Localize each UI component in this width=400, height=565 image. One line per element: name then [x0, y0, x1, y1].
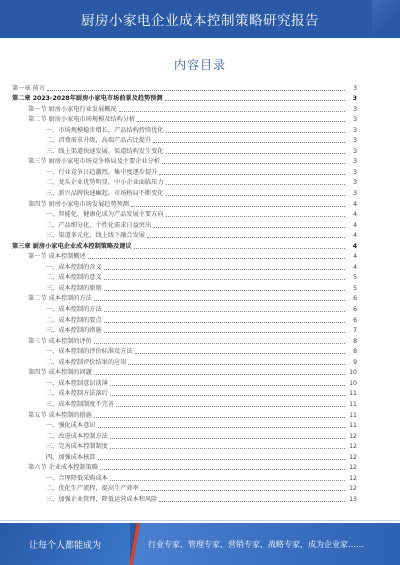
- toc-heading: 内容目录: [173, 58, 226, 72]
- toc-entry[interactable]: [12, 451, 357, 462]
- toc-entry-title: 二、优化生产流程，提高生产效率: [46, 485, 139, 493]
- toc-entry-title: 二、产品细分化、个性化需求日益突出: [46, 221, 152, 229]
- toc-page-number: 3: [353, 190, 357, 198]
- toc-leader-dots: [104, 332, 345, 333]
- toc-page-number: 7: [353, 327, 357, 335]
- toc-leader-dots: [137, 121, 345, 122]
- toc-entry[interactable]: [12, 367, 357, 378]
- toc-leader-dots: [166, 132, 345, 133]
- toc-leader-dots: [141, 490, 345, 491]
- toc-page-number: 6: [353, 306, 357, 314]
- toc-entry-title: 二、成本控制的要点: [46, 316, 102, 324]
- toc-leader-dots: [131, 206, 345, 207]
- toc-leader-dots: [162, 163, 345, 164]
- toc-page-number: 4: [353, 211, 357, 219]
- footer-stripe-decoration: [130, 523, 140, 565]
- toc-entry-title: 第五节 成本控制的措施: [28, 411, 92, 419]
- toc-entry[interactable]: [12, 93, 357, 104]
- toc-page-number: 3: [353, 116, 357, 124]
- toc-entry-title: 四、加强成本核算: [46, 453, 96, 461]
- toc-page-number: 11: [349, 400, 357, 408]
- toc-entry-title: 一、智能化、健康化成为产品发展主要方向: [46, 211, 164, 219]
- footer-slogan-left: 让每个人都能成为: [0, 523, 130, 565]
- toc-entry-title: 一、市场规模稳步增长，产品结构持续优化: [46, 126, 164, 134]
- toc-entry-title: 第一章 前言: [12, 84, 45, 92]
- toc-page-number: 8: [353, 348, 357, 356]
- toc-entry-title: 二、消费需求升级，高端产品占比提升: [46, 137, 152, 145]
- toc-entry-title: 二、成本控制的意义: [46, 274, 102, 282]
- toc-entry-title: 一、成本控制意识淡薄: [46, 379, 108, 387]
- toc-leader-dots: [94, 300, 345, 301]
- toc-entry[interactable]: [12, 398, 357, 409]
- toc-entry-title: 第二节 成本控制的方法: [28, 295, 92, 303]
- toc-entry-title: 二、改进成本控制方法: [46, 432, 108, 440]
- toc-leader-dots: [159, 501, 345, 502]
- toc-entry[interactable]: [12, 177, 357, 188]
- toc-page-number: 13: [349, 495, 357, 503]
- toc-entry[interactable]: [12, 230, 357, 241]
- toc-entry[interactable]: [12, 293, 357, 304]
- toc-entry[interactable]: [12, 198, 357, 209]
- toc-entry[interactable]: [12, 219, 357, 230]
- toc-entry[interactable]: [12, 272, 357, 283]
- toc-page-number: 4: [353, 232, 357, 240]
- toc-entry-title: 三、线上渠道快速发展，渠道结构发生变化: [46, 147, 164, 155]
- toc-leader-dots: [47, 90, 345, 91]
- toc-entry[interactable]: [12, 166, 357, 177]
- toc-entry[interactable]: [12, 346, 357, 357]
- toc-entry[interactable]: [12, 430, 357, 441]
- toc-leader-dots: [110, 438, 345, 439]
- toc-leader-dots: [166, 195, 345, 196]
- toc-leader-dots: [110, 395, 345, 396]
- footer-banner: [0, 523, 400, 565]
- toc-entry-title: 一、成本控制的方法: [46, 306, 102, 314]
- toc-page-number: 10: [349, 369, 357, 377]
- toc-page-number: 3: [353, 168, 357, 176]
- toc-entry[interactable]: [12, 462, 357, 473]
- toc-leader-dots: [94, 374, 345, 375]
- toc-leader-dots: [104, 322, 345, 323]
- toc-entry-title: 第一节 成本控制概述: [28, 253, 86, 261]
- toc-page-number: 12: [349, 474, 357, 482]
- toc-entry[interactable]: [12, 483, 357, 494]
- toc-leader-dots: [166, 153, 345, 154]
- toc-page-number: 4: [353, 263, 357, 271]
- toc-leader-dots: [135, 353, 345, 354]
- toc-page-number: 5: [353, 284, 357, 292]
- toc-page-number: 3: [353, 105, 357, 113]
- table-of-contents: [12, 82, 357, 504]
- toc-entry[interactable]: [12, 303, 357, 314]
- footer-slogan-right: 行业专家、管理专家、营销专家、战略专家、成为企业家……: [140, 523, 400, 565]
- toc-leader-dots: [153, 227, 345, 228]
- toc-page-number: 12: [349, 453, 357, 461]
- toc-entry-title: 三、加强企业管理，降低运营成本和风险: [46, 495, 158, 503]
- toc-entry[interactable]: [12, 493, 357, 504]
- toc-entry-title: 一、成本控制的含义: [46, 263, 102, 271]
- toc-entry-title: 三、成本控制的措施: [46, 327, 102, 335]
- toc-page-number: 4: [353, 200, 357, 208]
- toc-leader-dots: [104, 311, 345, 312]
- toc-entry-title: 一、强化成本意识: [46, 422, 96, 430]
- toc-leader-dots: [147, 237, 345, 238]
- toc-entry-title: 三、新兴品牌快速崛起，市场格局不断变化: [46, 190, 164, 198]
- toc-entry-title: 第六节 企业成本控制策略: [28, 464, 99, 472]
- toc-page-number: 10: [349, 379, 357, 387]
- toc-page-number: 5: [353, 274, 357, 282]
- toc-leader-dots: [104, 290, 345, 291]
- toc-entry[interactable]: [12, 388, 357, 399]
- toc-page-number: 4: [353, 221, 357, 229]
- toc-entry-title: 一、成本控制的评价标准及方法: [46, 348, 133, 356]
- toc-entry-title: 三、成本控制制度不完善: [46, 400, 115, 408]
- toc-entry-title: 一、合理降低采购成本: [46, 474, 108, 482]
- toc-entry[interactable]: [12, 441, 357, 452]
- toc-leader-dots: [110, 385, 345, 386]
- toc-entry-title: 第四节 厨房小家电市场发展趋势预测: [28, 200, 129, 208]
- toc-page-number: 11: [349, 411, 357, 419]
- toc-leader-dots: [98, 427, 346, 428]
- report-header: [0, 0, 400, 38]
- toc-page-number: 3: [353, 158, 357, 166]
- toc-leader-dots: [134, 248, 345, 249]
- toc-entry-title: 三、渠道多元化，线上线下融合发展: [46, 232, 145, 240]
- toc-leader-dots: [104, 279, 345, 280]
- toc-entry[interactable]: [12, 187, 357, 198]
- toc-entry-title: 第二节 厨房小家电市场规模及结构分析: [28, 116, 136, 124]
- footer-divider-line: [0, 520, 400, 521]
- toc-entry-title: 第三节 厨房小家电市场竞争格局及主要企业分析: [28, 158, 160, 166]
- toc-page-number: 12: [349, 443, 357, 451]
- toc-entry[interactable]: [12, 103, 357, 114]
- toc-entry[interactable]: [12, 209, 357, 220]
- toc-page-number: 3: [353, 126, 357, 134]
- toc-page-number: 11: [349, 422, 357, 430]
- toc-page-number: 3: [353, 147, 357, 155]
- toc-entry[interactable]: [12, 325, 357, 336]
- toc-entry[interactable]: [12, 420, 357, 431]
- report-title: 厨房小家电企业成本控制策略研究报告: [81, 13, 319, 29]
- toc-leader-dots: [128, 364, 345, 365]
- toc-entry-title: 第三章 厨房小家电企业成本控制策略及建议: [12, 242, 132, 250]
- toc-entry[interactable]: [12, 282, 357, 293]
- toc-entry-title: 三、完善成本控制制度: [46, 443, 108, 451]
- header-corner-decoration: [372, 0, 400, 38]
- toc-leader-dots: [94, 343, 345, 344]
- toc-entry-title: 第四节 成本控制的问题: [28, 369, 92, 377]
- toc-page-number: 8: [353, 337, 357, 345]
- toc-entry[interactable]: [12, 82, 357, 93]
- toc-entry[interactable]: [12, 261, 357, 272]
- toc-entry-title: 三、成本控制的原则: [46, 284, 102, 292]
- toc-leader-dots: [153, 142, 345, 143]
- toc-entry[interactable]: [12, 145, 357, 156]
- toc-page-number: 3: [352, 95, 357, 103]
- toc-leader-dots: [88, 258, 345, 259]
- toc-leader-dots: [100, 469, 345, 470]
- toc-page-number: 12: [349, 485, 357, 493]
- toc-entry[interactable]: [12, 409, 357, 420]
- toc-page-number: 3: [353, 137, 357, 145]
- toc-entry-title: 第一节 厨房小家电行业发展概况: [28, 105, 117, 113]
- toc-leader-dots: [110, 480, 345, 481]
- toc-entry-title: 二、龙头企业优势明显，中小企业面临压力: [46, 179, 164, 187]
- toc-leader-dots: [104, 269, 345, 270]
- toc-page-number: 3: [353, 179, 357, 187]
- toc-page-number: 9: [353, 358, 357, 366]
- toc-entry[interactable]: [12, 472, 357, 483]
- toc-leader-dots: [98, 459, 346, 460]
- toc-leader-dots: [165, 100, 345, 101]
- toc-page-number: 3: [353, 84, 357, 92]
- toc-page-number: 12: [349, 432, 357, 440]
- toc-entry[interactable]: [12, 377, 357, 388]
- toc-leader-dots: [116, 406, 345, 407]
- toc-entry[interactable]: [12, 251, 357, 262]
- toc-entry[interactable]: [12, 135, 357, 146]
- toc-leader-dots: [166, 184, 345, 185]
- toc-page-number: 6: [353, 316, 357, 324]
- toc-entry[interactable]: [12, 335, 357, 346]
- toc-entry-title: 二、成本控制方法落后: [46, 390, 108, 398]
- toc-entry-title: 二、成本控制评价结果的应用: [46, 358, 127, 366]
- toc-entry-title: 第二章 2023-2028年厨房小家电市场前景及趋势预测: [12, 95, 163, 103]
- toc-entry[interactable]: [12, 356, 357, 367]
- toc-page-number: 4: [353, 253, 357, 261]
- toc-page-number: 12: [349, 464, 357, 472]
- toc-entry[interactable]: [12, 156, 357, 167]
- toc-page-number: 6: [353, 295, 357, 303]
- toc-leader-dots: [119, 111, 345, 112]
- toc-entry[interactable]: [12, 240, 357, 251]
- toc-entry-title: 第三节 成本控制的评价: [28, 337, 92, 345]
- toc-leader-dots: [94, 417, 345, 418]
- toc-entry[interactable]: [12, 124, 357, 135]
- toc-page-number: 11: [349, 390, 357, 398]
- toc-entry[interactable]: [12, 314, 357, 325]
- toc-leader-dots: [159, 174, 345, 175]
- toc-entry-title: 一、行业竞争日趋激烈，集中度逐步提升: [46, 168, 158, 176]
- toc-page-number: 4: [352, 242, 357, 250]
- toc-leader-dots: [166, 216, 345, 217]
- toc-entry[interactable]: [12, 114, 357, 125]
- toc-leader-dots: [110, 448, 345, 449]
